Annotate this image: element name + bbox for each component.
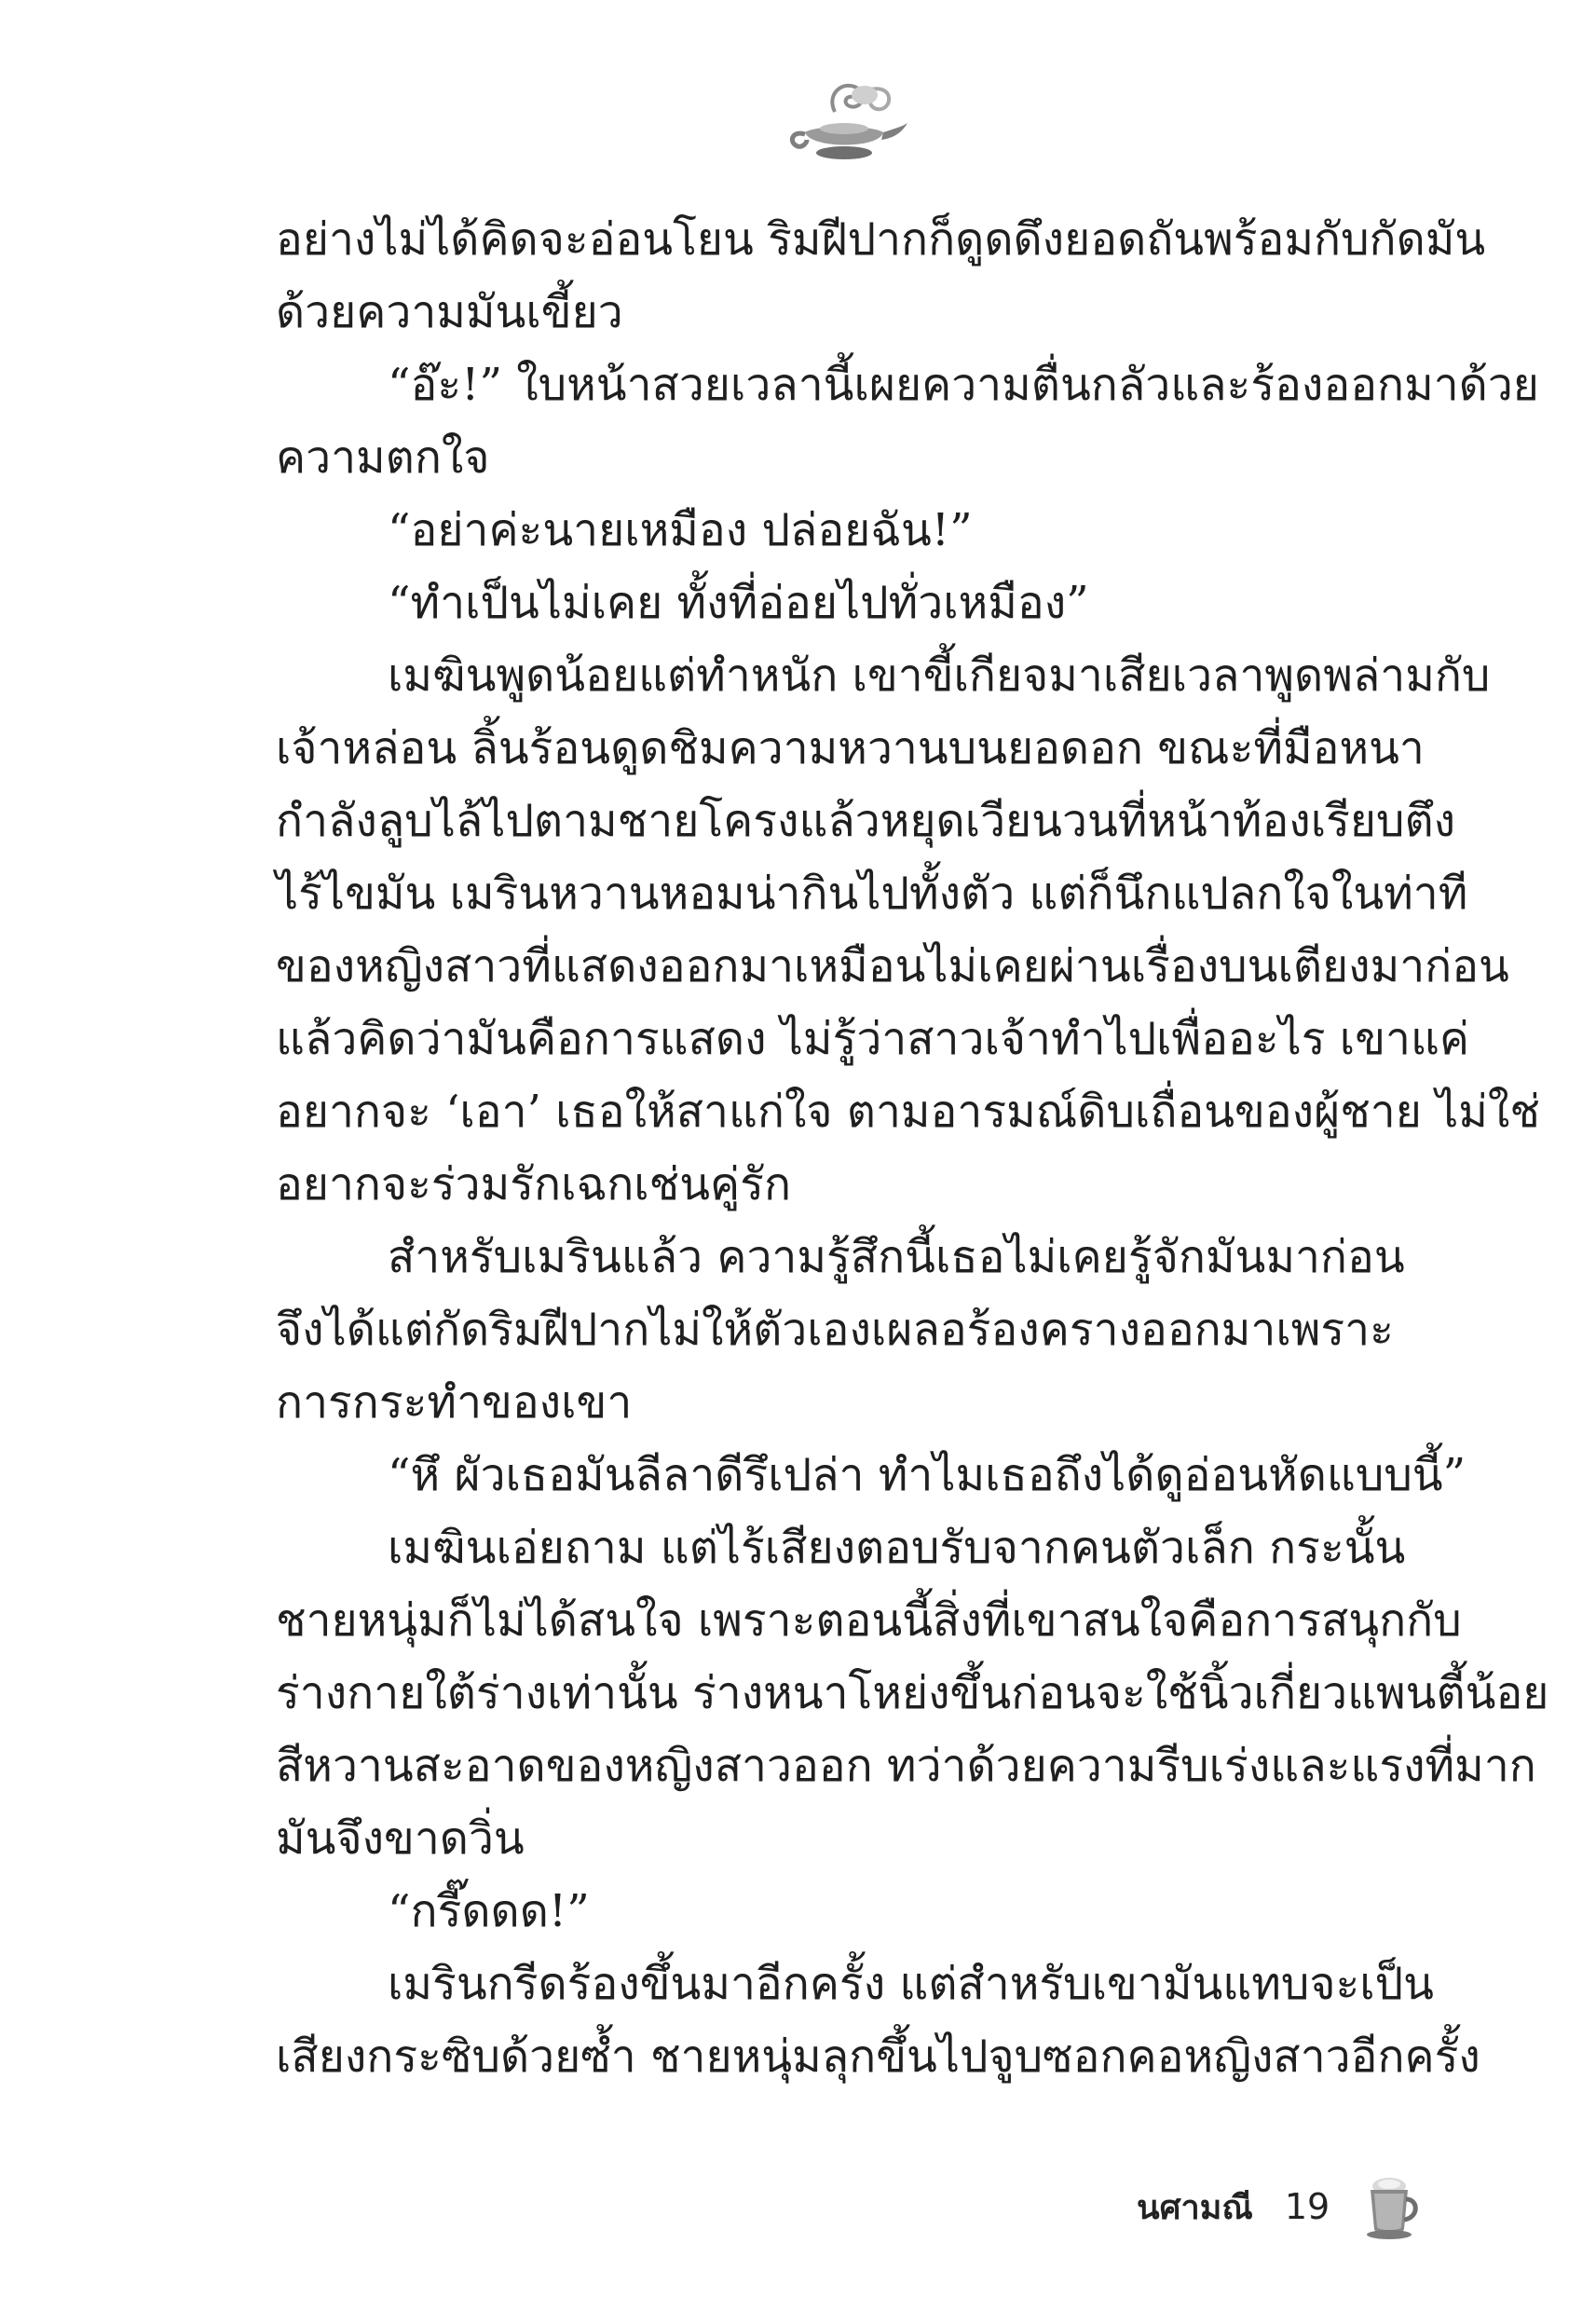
page-number: 19: [1284, 2186, 1330, 2227]
text-line: อยากจะร่วมรักเฉกเช่นคู่รัก: [276, 1158, 792, 1210]
text-line: ความตกใจ: [276, 431, 490, 484]
author-name: นศามณี: [1137, 2188, 1253, 2227]
text-line: แล้วคิดว่ามันคือการแสดง ไม่รู้ว่าสาวเจ้าทำไปเพื่ออะไร เขาแค่: [276, 1013, 1470, 1065]
text-line: “อย่าค่ะนายเหมือง ปล่อยฉัน!”: [388, 504, 973, 556]
text-line: เจ้าหล่อน ลิ้นร้อนดูดชิมความหวานบนยอดอก ขณะที่มือหนา: [276, 722, 1425, 774]
text-line: มันจึงขาดวิ่น: [276, 1812, 525, 1865]
text-line: “กรี๊ดดด!”: [388, 1885, 590, 1937]
text-line: เสียงกระซิบด้วยซ้ำ ชายหนุ่มลุกขึ้นไปจูบซอกคอหญิงสาวอีกครั้ง: [276, 2031, 1480, 2083]
text-line: อยากจะ ‘เอา’ เธอให้สาแก่ใจ ตามอารมณ์ดิบเถื่อนของผู้ชาย ไม่ใช่: [276, 1086, 1540, 1138]
text-line: เมฆินเอ่ยถาม แต่ไร้เสียงตอบรับจากคนตัวเล็ก กระนั้น: [388, 1522, 1406, 1574]
text-line: “หึ ผัวเธอมันลีลาดีรึเปล่า ทำไมเธอถึงได้ดูอ่อนหัดแบบนี้”: [388, 1449, 1466, 1501]
text-line: จึงได้แต่กัดริมฝีปากไม่ให้ตัวเองเผลอร้องครางออกมาเพราะ: [276, 1304, 1394, 1356]
text-line: เมรินกรีดร้องขึ้นมาอีกครั้ง แต่สำหรับเขามันแทบจะเป็น: [388, 1958, 1434, 2010]
body-text: [276, 203, 1549, 2093]
text-line: สีหวานสะอาดของหญิงสาวออก ทว่าด้วยความรีบเร่งและแรงที่มาก: [276, 1740, 1536, 1792]
lamp-ornament-icon: [779, 75, 909, 177]
coffee-cup-icon: [1361, 2173, 1421, 2240]
text-line: ไร้ไขมัน เมรินหวานหอมน่ากินไปทั้งตัว แต่ก็นึกแปลกใจในท่าที: [276, 868, 1468, 920]
page-footer: [1137, 2169, 1421, 2244]
text-line: เมฆินพูดน้อยแต่ทำหนัก เขาขี้เกียจมาเสียเวลาพูดพล่ามกับ: [388, 650, 1491, 702]
text-line: สำหรับเมรินแล้ว ความรู้สึกนี้เธอไม่เคยรู้จักมันมาก่อน: [388, 1231, 1405, 1283]
text-line: อย่างไม่ได้คิดจะอ่อนโยน ริมฝีปากก็ดูดดึงยอดถันพร้อมกับกัดมัน: [276, 213, 1486, 266]
text-line: การกระทำของเขา: [276, 1376, 633, 1429]
text-line: ชายหนุ่มก็ไม่ได้สนใจ เพราะตอนนี้สิ่งที่เขาสนใจคือการสนุกกับ: [276, 1594, 1462, 1647]
text-line: ด้วยความมันเขี้ยว: [276, 286, 623, 338]
text-line: ของหญิงสาวที่แสดงออกมาเหมือนไม่เคยผ่านเรื่องบนเตียงมาก่อน: [276, 940, 1509, 992]
text-line: กำลังลูบไล้ไปตามชายโครงแล้วหยุดเวียนวนที่หน้าท้องเรียบตึง: [276, 795, 1456, 847]
text-line: “อ๊ะ!” ใบหน้าสวยเวลานี้เผยความตื่นกลัวและร้องออกมาด้วย: [388, 359, 1539, 411]
text-line: ร่างกายใต้ร่างเท่านั้น ร่างหนาโหย่งขึ้นก่อนจะใช้นิ้วเกี่ยวแพนตี้น้อย: [276, 1667, 1549, 1719]
text-line: “ทำเป็นไม่เคย ทั้งที่อ่อยไปทั่วเหมือง”: [388, 577, 1089, 629]
